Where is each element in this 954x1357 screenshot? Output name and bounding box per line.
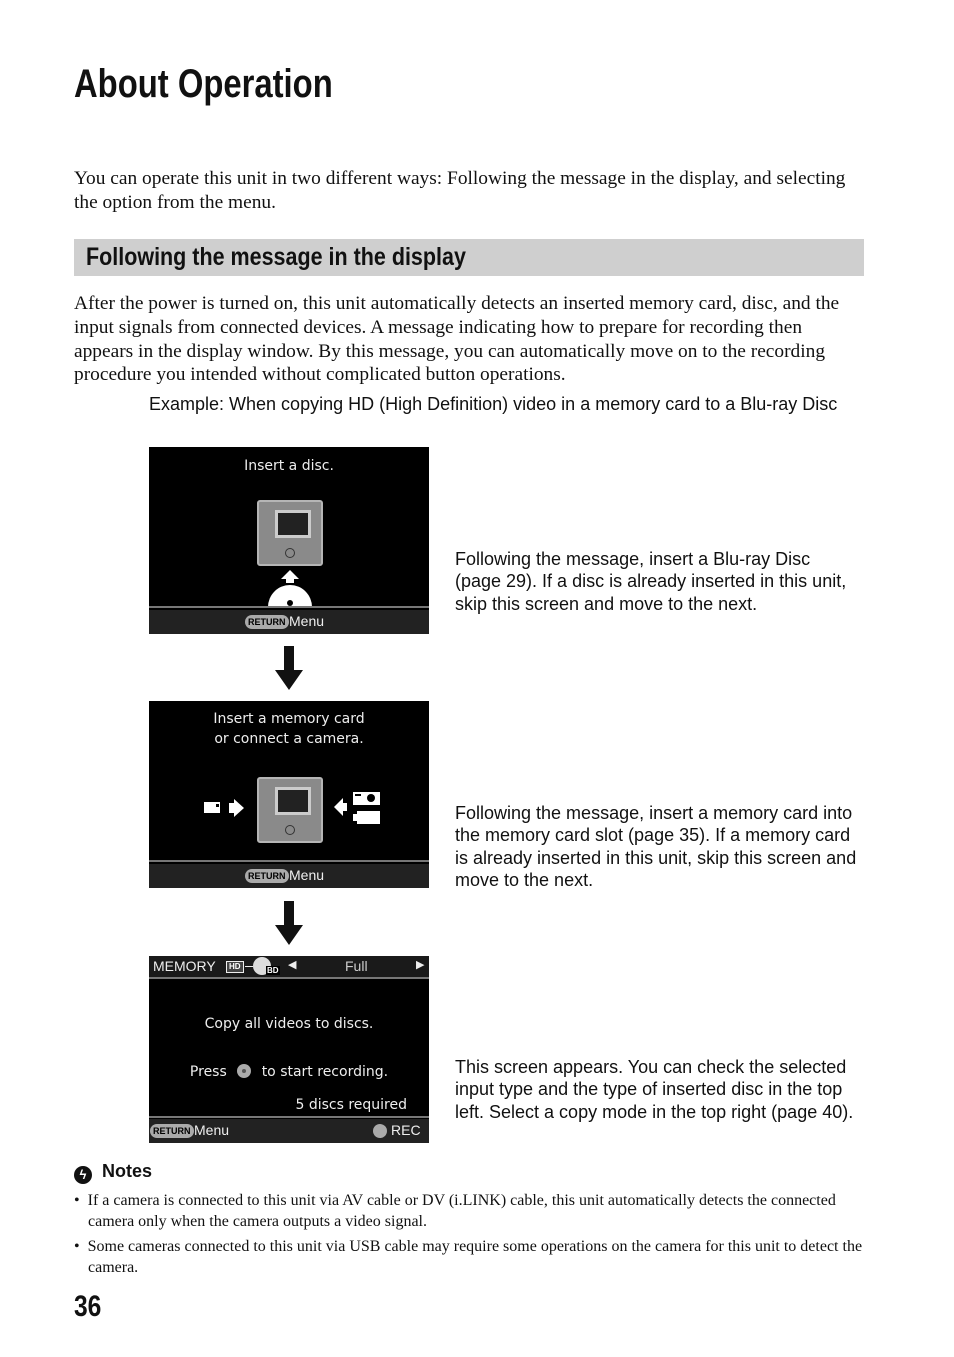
body-paragraph: After the power is turned on, this unit automatically detects an inserted memory card, disc, and the input signals from connected devices. A message indicating how to prepare for recording then appears in the display window. By this message, you can automatically move on to the recording procedure you intended without complicated button operations. <box>74 293 840 386</box>
rec-button-icon <box>237 1064 251 1078</box>
down-arrow-icon <box>275 646 303 690</box>
notes-icon: ϟ <box>74 1166 92 1184</box>
menu-label: Menu <box>194 1122 230 1138</box>
screen-footer <box>149 864 429 888</box>
caption-screen-1: Following the message, insert a Blu-ray Disc (page 29). If a disc is already inserted in this unit, skip this screen and move to the next. <box>455 549 847 614</box>
down-arrow-icon <box>275 901 303 945</box>
note-item: • Some cameras connected to this unit via USB cable may require some operations on the camera for this unit to detect the camera. <box>74 1238 863 1276</box>
screen-copy-ready <box>149 956 429 1143</box>
discs-required-text: 5 discs required <box>295 1097 407 1113</box>
unit-device-icon <box>257 500 323 566</box>
unit-device-icon <box>257 777 323 843</box>
rec-button-icon <box>373 1124 387 1138</box>
hd-badge: HD <box>226 961 244 973</box>
status-bar <box>149 956 429 977</box>
bd-badge: BD <box>267 966 279 975</box>
mode-right-arrow-icon: ▶ <box>416 958 425 971</box>
menu-label: Menu <box>289 867 325 883</box>
caption-screen-3: This screen appears. You can check the selected input type and the type of inserted disc in the top left. Select a copy mode in the top right (page 40). <box>455 1057 854 1122</box>
press-instruction <box>149 1063 429 1082</box>
page-number: 36 <box>74 1290 102 1323</box>
note-item: • If a camera is connected to this unit via AV cable or DV (i.LINK) cable, this unit automatically detects the connected camera only when the camera outputs a video signal. <box>74 1192 836 1230</box>
memory-card-arrow-icon <box>203 798 245 818</box>
screen-message-line-2: or connect a camera. <box>214 731 364 747</box>
screen-message-line-1: Insert a memory card <box>213 711 365 727</box>
screen-footer <box>149 1119 429 1143</box>
insert-disc-arrow-icon <box>267 569 313 609</box>
menu-label: Menu <box>289 613 325 629</box>
screen-divider <box>149 1116 429 1118</box>
notes-heading <box>74 1161 152 1184</box>
input-type-label: MEMORY <box>153 958 216 974</box>
notes-heading-label: Notes <box>102 1161 153 1181</box>
rec-label: REC <box>391 1122 421 1138</box>
return-button-icon: RETURN <box>245 615 289 629</box>
screen-divider <box>149 977 429 979</box>
page-title: About Operation <box>74 62 333 106</box>
screen-divider <box>149 860 429 862</box>
camera-arrow-icon <box>333 787 383 831</box>
intro-paragraph: You can operate this unit in two different ways: Following the message in the display, and selecting the option from the menu. <box>74 168 846 213</box>
note-text: Some cameras connected to this unit via USB cable may require some operations on the camera for this unit to detect the camera. <box>87 1238 863 1276</box>
press-after-label: to start recording. <box>261 1064 389 1080</box>
copy-mode-value: Full <box>345 958 368 974</box>
screen-insert-disc <box>149 447 429 634</box>
section-header-bar <box>74 239 864 276</box>
screen-message: Copy all videos to discs. <box>204 1016 374 1032</box>
press-label: Press <box>189 1064 227 1080</box>
caption-screen-2: Following the message, insert a memory card into the memory card slot (page 35). If a memory card is already inserted in this unit, skip this screen and move to the next. <box>455 803 857 890</box>
note-text: If a camera is connected to this unit via AV cable or DV (i.LINK) cable, this unit automatically detects the connected camera only when the camera outputs a video signal. <box>87 1192 836 1230</box>
screen-message: Insert a disc. <box>244 458 334 474</box>
section-title: Following the message in the display <box>86 243 466 271</box>
example-text: Example: When copying HD (High Definition) video in a memory card to a Blu-ray Disc <box>149 394 838 414</box>
return-button-icon: RETURN <box>245 869 289 883</box>
screen-footer <box>149 610 429 634</box>
screen-divider <box>149 606 429 608</box>
screen-insert-memory-card <box>149 701 429 888</box>
mode-left-arrow-icon: ◀ <box>288 958 297 971</box>
return-button-icon: RETURN <box>150 1124 194 1138</box>
